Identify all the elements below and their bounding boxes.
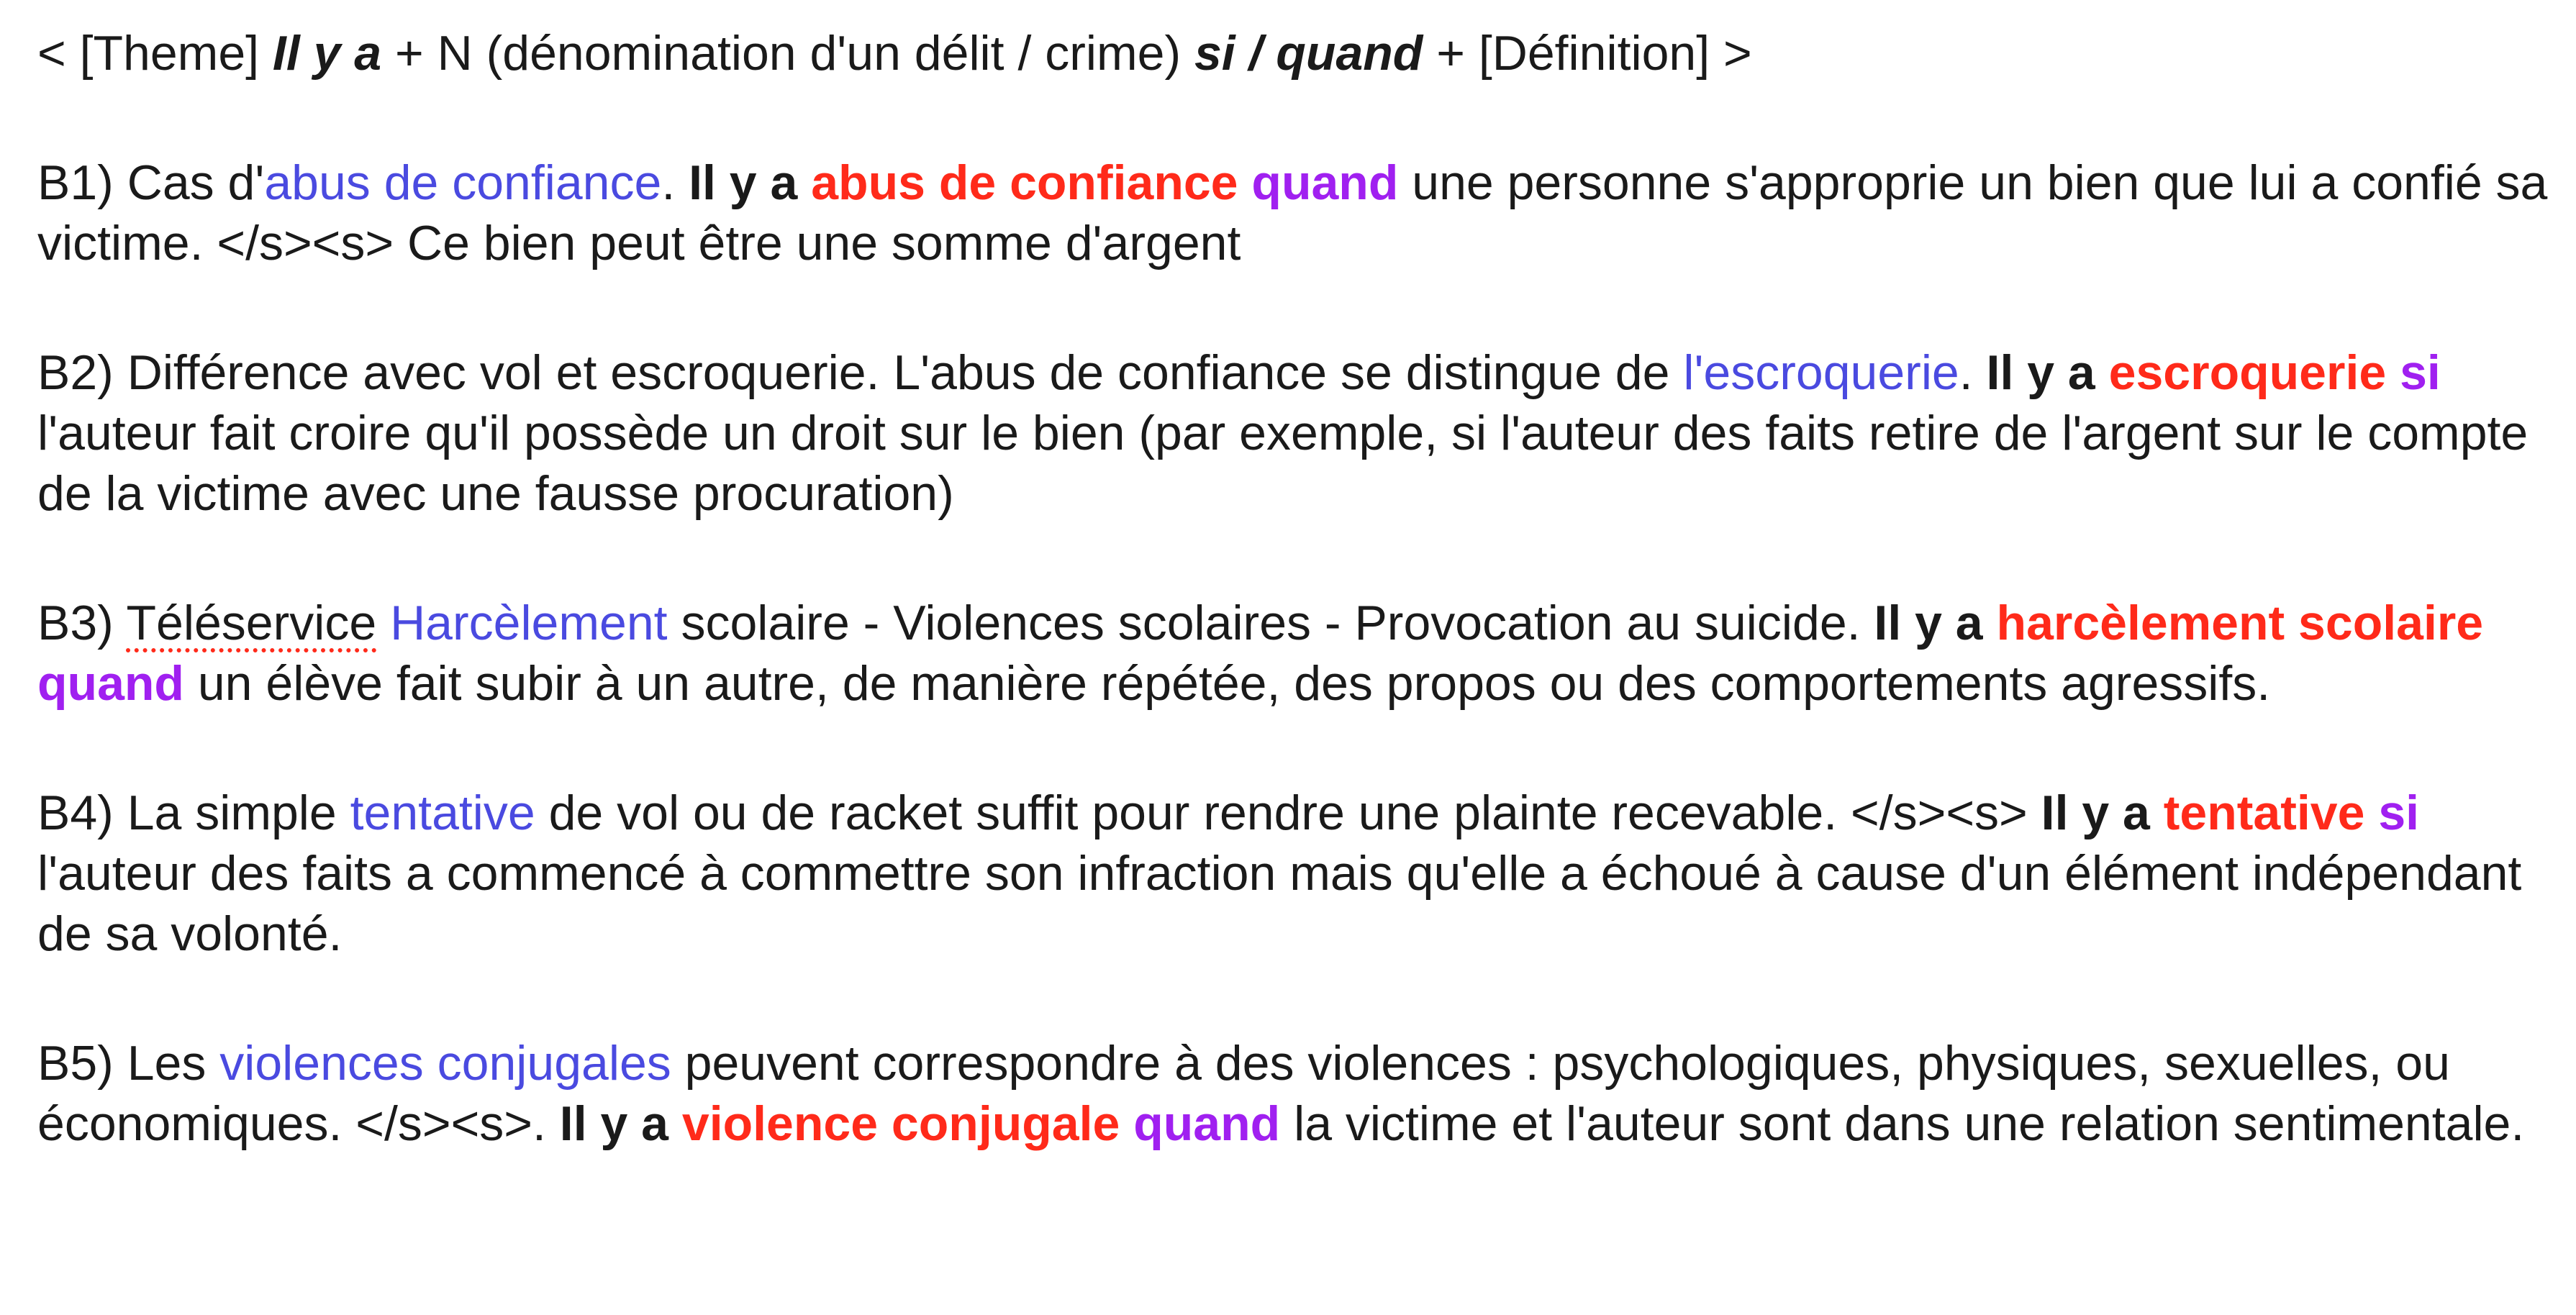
text-segment [2364,786,2378,840]
theme-term: l'escroquerie [1683,345,1959,400]
text-segment: B3) [37,596,127,650]
theme-term: violences conjugales [219,1036,671,1091]
text-segment: B5) Les [37,1036,220,1091]
text-segment [376,596,390,650]
connector-word: quand [1133,1096,1281,1151]
paragraph-b1 [37,153,2556,273]
text-segment: la victime et l'auteur sont dans une relation sentimentale. [1280,1096,2525,1151]
text-segment: B1) Cas d' [37,155,265,210]
pattern-header [37,23,2556,83]
text-segment: un élève fait subir à un autre, de manière répétée, des propos ou des comportements agressifs. [183,656,2271,711]
header-mid: + N (dénomination d'un délit / crime) [381,26,1194,81]
il-y-a-phrase: Il y a [1986,345,2109,400]
text-segment: l'auteur des faits a commencé à commettre son infraction mais qu'elle a échoué à cause d'un élément indépendant de sa volonté. [37,846,2522,961]
header-end: + [Définition] > [1423,26,1752,81]
connector-word: quand [37,656,184,711]
theme-term: tentative [350,786,535,840]
paragraph-b3 [37,593,2556,714]
crime-term: violence conjugale [681,1096,1120,1151]
header-open: < [Theme] [37,26,273,81]
connector-word: si [2400,345,2441,400]
header-ilya: Il y a [272,26,382,81]
crime-term: tentative [2163,786,2365,840]
paragraph-b5 [37,1033,2556,1154]
theme-term: Harcèlement [390,596,668,650]
il-y-a-phrase: Il y a [1874,596,1997,650]
misspelled-word: Téléservice [126,596,377,650]
il-y-a-phrase: Il y a [689,155,812,210]
text-segment: de vol ou de racket suffit pour rendre une plainte recevable. </s><s> [535,786,2041,840]
text-segment [1120,1096,1133,1151]
header-si-quand: si / quand [1194,26,1423,81]
text-segment: scolaire - Violences scolaires - Provocation au suicide. [667,596,1874,650]
document-body [37,23,2556,1223]
connector-word: quand [1251,155,1399,210]
paragraph-b4 [37,783,2556,964]
text-segment: B4) La simple [37,786,350,840]
paragraph-b2 [37,342,2556,524]
text-segment: . [661,155,689,210]
text-segment: B2) Différence avec vol et escroquerie. L'abus de confiance se distingue de [37,345,1684,400]
connector-word: si [2378,786,2420,840]
il-y-a-phrase: Il y a [559,1096,682,1151]
crime-term: escroquerie [2108,345,2387,400]
crime-term: abus de confiance [811,155,1238,210]
text-segment: une personne s'approprie un bien que lui a confié sa victime. </s><s> Ce bien peut être une somme d'argent [37,155,2548,270]
text-segment: . [1959,345,1987,400]
crime-term: harcèlement scolaire [1996,596,2484,650]
example-list [37,153,2556,1154]
text-segment [2386,345,2400,400]
theme-term: abus de confiance [264,155,662,210]
il-y-a-phrase: Il y a [2041,786,2164,840]
text-segment: l'auteur fait croire qu'il possède un droit sur le bien (par exemple, si l'auteur des faits retire de l'argent sur le compte de la victime avec une fausse procuration) [37,406,2529,521]
text-segment [1238,155,1252,210]
text-segment: peuvent correspondre à des violences : psychologiques, physiques, sexuelles, ou économiques. </s><s>. [37,1036,2450,1151]
